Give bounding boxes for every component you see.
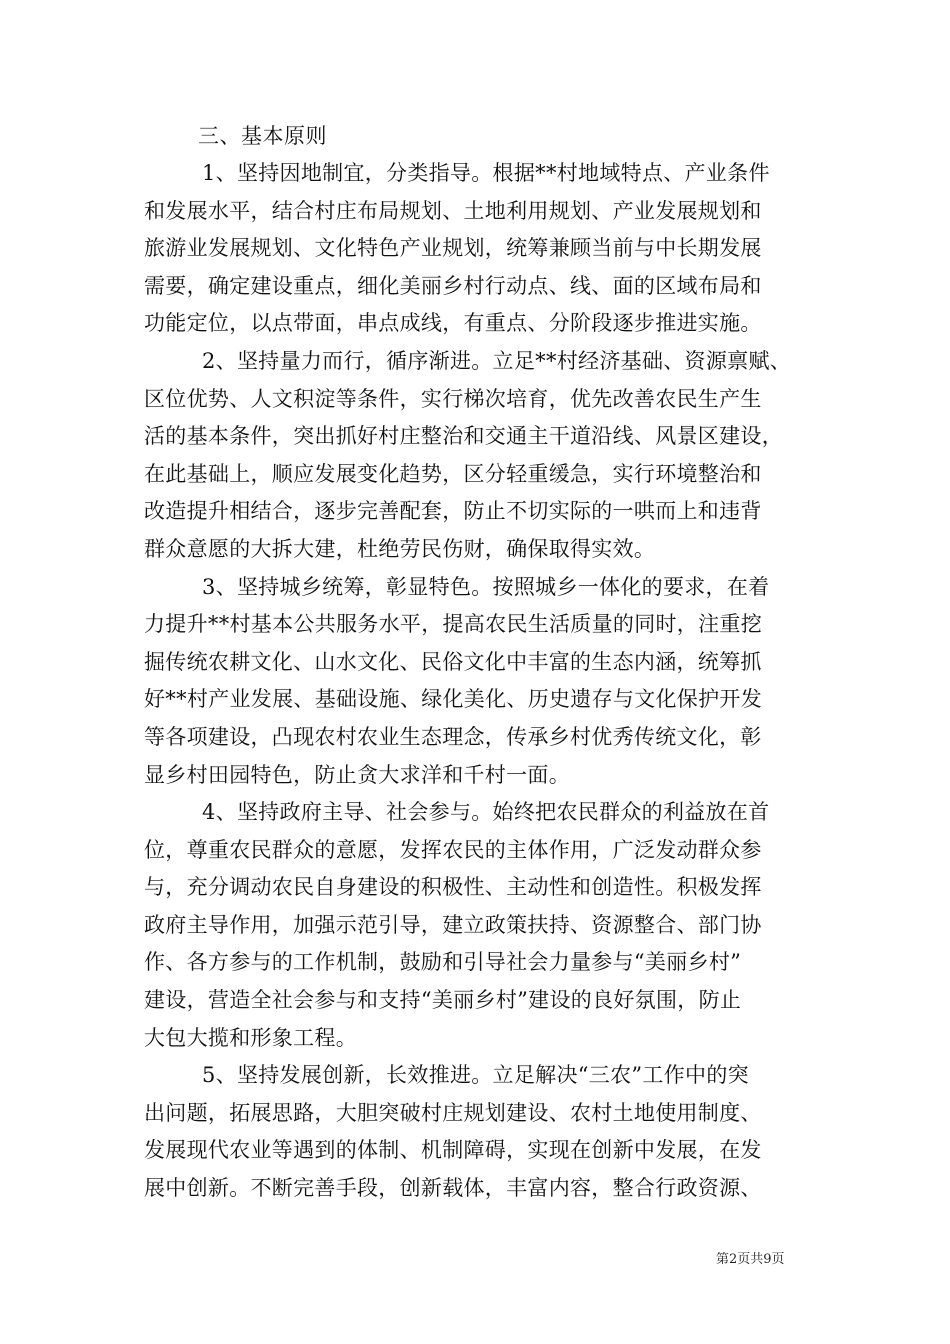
paragraph-line: 出问题，拓展思路，大胆突破村庄规划建设、农村土地使用制度、 bbox=[144, 1100, 762, 1125]
paragraph-2 bbox=[144, 343, 814, 569]
paragraph-line: 好**村产业发展、基础设施、绿化美化、历史遗存与文化保护开发 bbox=[144, 687, 762, 712]
paragraph-line: 作、各方参与的工作机制，鼓励和引导社会力量参与“美丽乡村” bbox=[144, 950, 742, 975]
paragraph-line: 和发展水平，结合村庄布局规划、土地利用规划、产业发展规划和 bbox=[144, 198, 762, 223]
paragraph-line: 与，充分调动农民自身建设的积极性、主动性和创造性。积极发挥 bbox=[144, 875, 762, 900]
document-body bbox=[144, 118, 814, 1208]
paragraph-line: 1、坚持因地制宜，分类指导。根据**村地域特点、产业条件 bbox=[202, 161, 770, 185]
paragraph-line: 功能定位，以点带面，串点成线，有重点、分阶段逐步推进实施。 bbox=[144, 311, 762, 336]
paragraph-line: 改造提升相结合，逐步完善配套，防止不切实际的一哄而上和违背 bbox=[144, 499, 762, 524]
paragraph-line: 需要，确定建设重点，细化美丽乡村行动点、线、面的区域布局和 bbox=[144, 273, 762, 298]
paragraph-line: 大包大揽和形象工程。 bbox=[144, 1025, 357, 1050]
paragraph-line: 建设，营造全社会参与和支持“美丽乡村”建设的良好氛围，防止 bbox=[144, 988, 742, 1013]
paragraph-line: 3、坚持城乡统筹，彰显特色。按照城乡一体化的要求，在着 bbox=[202, 574, 770, 599]
paragraph-line: 显乡村田园特色，防止贪大求洋和千村一面。 bbox=[144, 762, 570, 787]
paragraph-5 bbox=[144, 1057, 814, 1207]
page-number: 第2页共9页 bbox=[716, 1252, 785, 1267]
paragraph-line: 掘传统农耕文化、山水文化、民俗文化中丰富的生态内涵，统筹抓 bbox=[144, 649, 762, 674]
paragraph-1 bbox=[144, 155, 814, 343]
paragraph-line: 展中创新。不断完善手段，创新载体，丰富内容，整合行政资源、 bbox=[144, 1176, 762, 1201]
paragraph-4 bbox=[144, 794, 814, 1057]
paragraph-line: 活的基本条件，突出抓好村庄整治和交通主干道沿线、风景区建设， bbox=[144, 424, 783, 449]
paragraph-line: 4、坚持政府主导、社会参与。始终把农民群众的利益放在首 bbox=[202, 800, 770, 825]
section-heading: 三、基本原则 bbox=[198, 124, 327, 148]
paragraph-line: 等各项建设，凸现农村农业生态理念，传承乡村优秀传统文化，彰 bbox=[144, 724, 762, 749]
paragraph-line: 旅游业发展规划、文化特色产业规划，统筹兼顾当前与中长期发展 bbox=[144, 236, 762, 261]
paragraph-line: 发展现代农业等遇到的体制、机制障碍，实现在创新中发展，在发 bbox=[144, 1138, 762, 1163]
paragraph-line: 政府主导作用，加强示范引导，建立政策扶持、资源整合、部门协 bbox=[144, 912, 762, 937]
paragraph-line: 区位优势、人文积淀等条件，实行梯次培育，优先改善农民生产生 bbox=[144, 386, 762, 411]
paragraph-line: 2、坚持量力而行，循序渐进。立足**村经济基础、资源禀赋、 bbox=[202, 348, 792, 373]
paragraph-line: 在此基础上，顺应发展变化趋势，区分轻重缓急，实行环境整治和 bbox=[144, 461, 762, 486]
paragraph-line: 5、坚持发展创新，长效推进。立足解决“三农”工作中的突 bbox=[202, 1063, 749, 1088]
paragraph-3 bbox=[144, 569, 814, 795]
paragraph-line: 力提升**村基本公共服务水平，提高农民生活质量的同时，注重挖 bbox=[144, 612, 762, 637]
paragraph-line: 群众意愿的大拆大建，杜绝劳民伤财，确保取得实效。 bbox=[144, 536, 656, 561]
paragraph-line: 位，尊重农民群众的意愿，发挥农民的主体作用，广泛发动群众参 bbox=[144, 837, 762, 862]
